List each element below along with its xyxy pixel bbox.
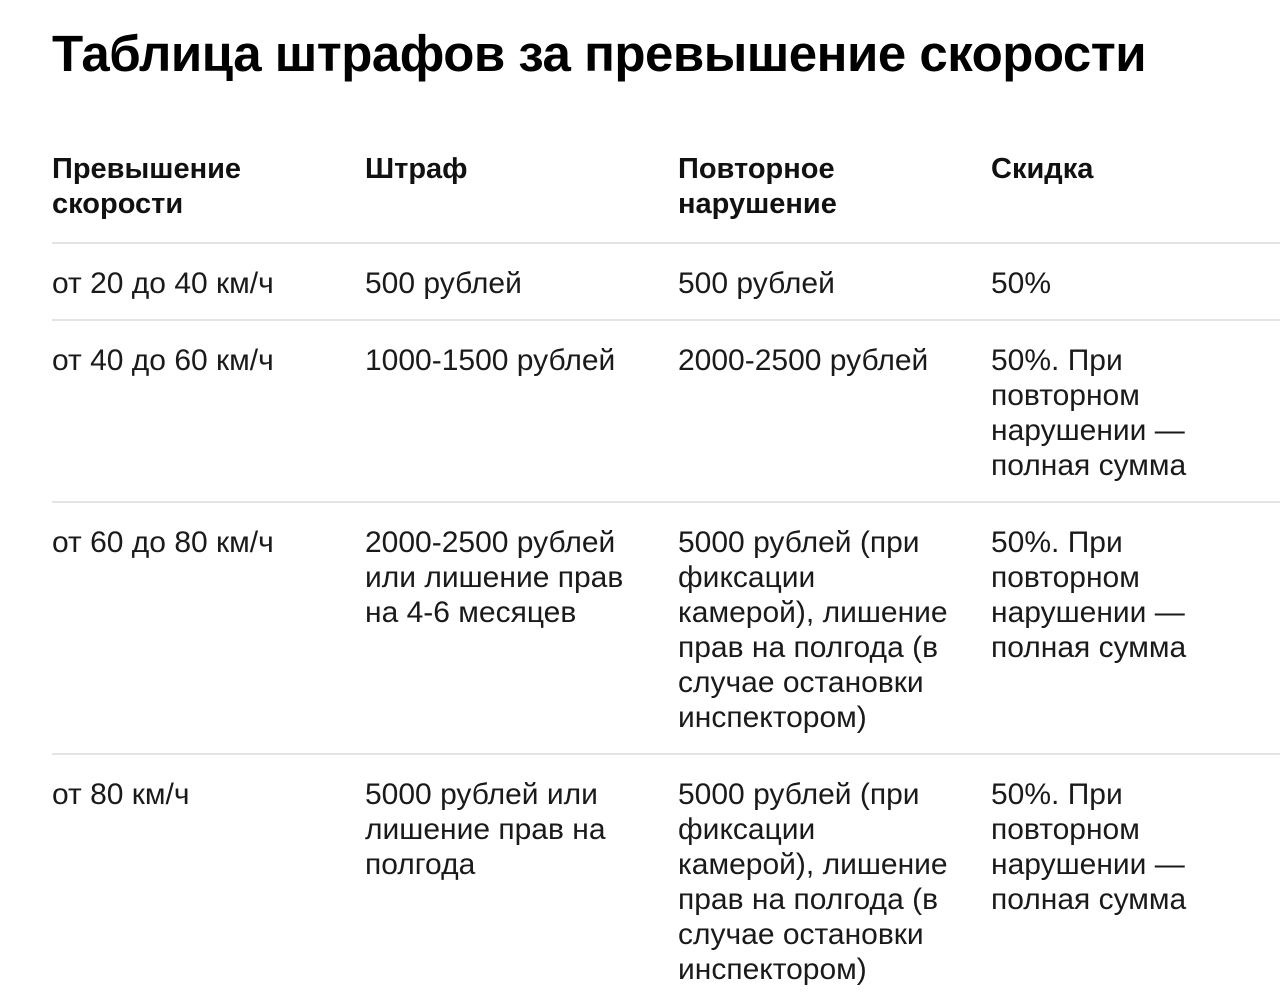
cell-speed-excess: от 20 до 40 км/ч [52,267,274,300]
page-title: Таблица штрафов за превышение скорости [52,25,1147,82]
table-row [52,244,1280,321]
cell-fine: 5000 рублей или лишение прав на полгода [365,778,606,881]
table-row [52,755,1280,1004]
cell-speed-excess: от 60 до 80 км/ч [52,526,274,559]
cell-speed-excess: от 80 км/ч [52,778,190,811]
header-cell-speed-excess: Превышение скорости [52,153,242,220]
cell-repeat-violation: 500 рублей [678,267,835,300]
table-row [52,503,1280,755]
cell-discount: 50%. При повторном нарушении — полная сумма [991,344,1187,482]
header-cell-repeat-violation: Повторное нарушение [678,153,837,220]
cell-fine: 500 рублей [365,267,522,300]
cell-discount: 50%. При повторном нарушении — полная сумма [991,778,1187,916]
fines-table [52,152,1280,1004]
header-cell-discount: Скидка [991,153,1094,185]
cell-speed-excess: от 40 до 60 км/ч [52,344,274,377]
cell-repeat-violation: 5000 рублей (при фиксации камерой), лишение прав на полгода (в случае остановки инспектором) [678,778,948,986]
cell-fine: 2000-2500 рублей или лишение прав на 4-6 месяцев [365,526,624,629]
table-row [52,321,1280,503]
cell-fine: 1000-1500 рублей [365,344,616,377]
cell-discount: 50%. При повторном нарушении — полная сумма [991,526,1187,664]
table-header-row [52,152,1280,244]
cell-repeat-violation: 5000 рублей (при фиксации камерой), лишение прав на полгода (в случае остановки инспектором) [678,526,948,734]
cell-discount: 50% [991,267,1052,300]
cell-repeat-violation: 2000-2500 рублей [678,344,929,377]
header-cell-fine: Штраф [365,153,468,185]
